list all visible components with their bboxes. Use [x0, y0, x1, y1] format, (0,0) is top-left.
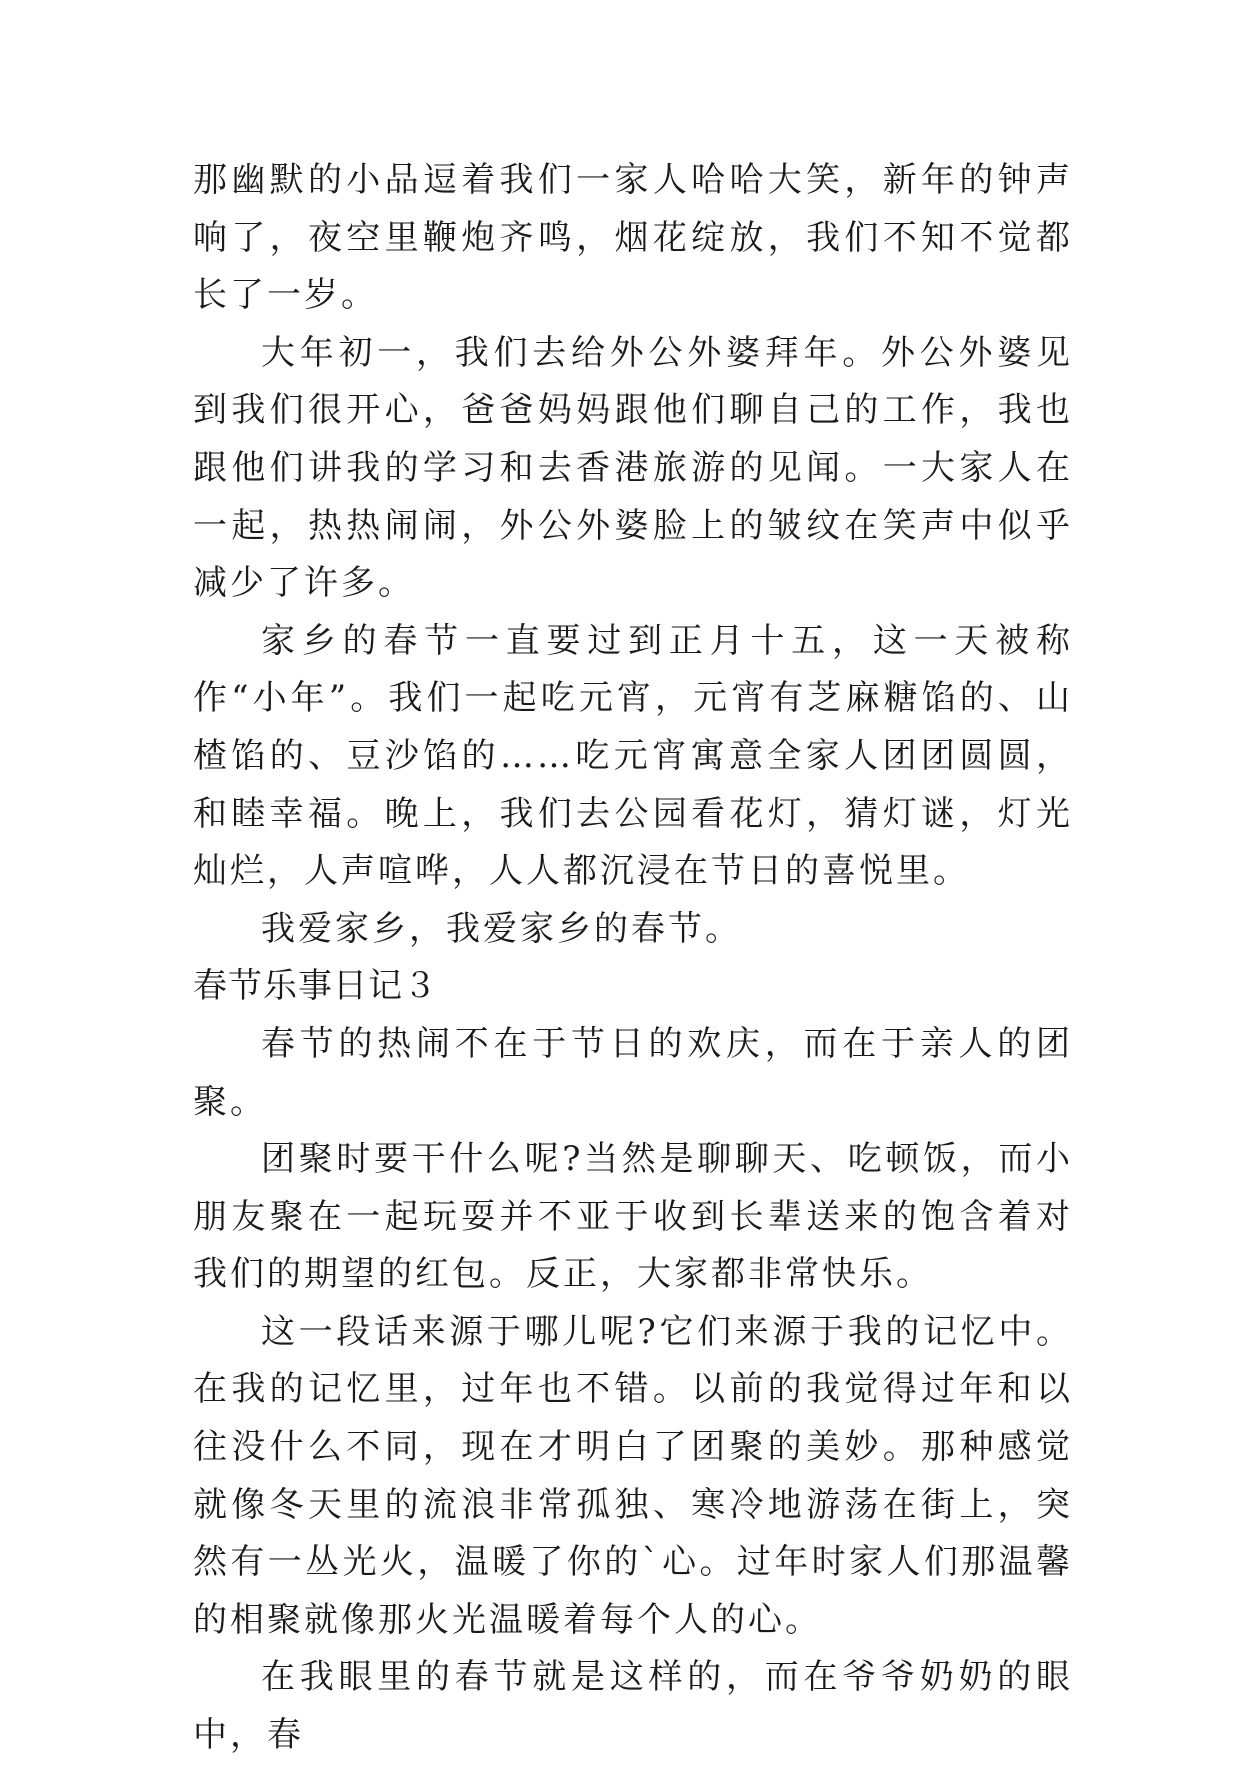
section-paragraph-reunion: 春节的热闹不在于节日的欢庆，而在于亲人的团聚。 [193, 1023, 1073, 1122]
document-body [193, 152, 1073, 1765]
paragraph-closing: 我爱家乡，我爱家乡的春节。 [261, 908, 742, 949]
section-paragraph-memory: 这一段话来源于哪儿呢?它们来源于我的记忆中。在我的记忆里，过年也不错。以前的我觉得过年和以往没什么不同，现在才明白了团聚的美妙。那种感觉就像冬天里的流浪非常孤独、寒冷地游荡在街上，突然有一丛光火，温暖了你的`心。过年时家人们那温馨的相聚就像那火光温暖着每个人的心。 [193, 1311, 1073, 1640]
paragraph-continuation: 那幽默的小品逗着我们一家人哈哈大笑，新年的钟声响了，夜空里鞭炮齐鸣，烟花绽放，我们不知不觉都长了一岁。 [193, 160, 1073, 316]
section-title: 春节乐事日记３ [193, 966, 438, 1007]
section-paragraph-gathering: 团聚时要干什么呢?当然是聊聊天、吃顿饭，而小朋友聚在一起玩耍并不亚于收到长辈送来的饱含着对我们的期望的红包。反正，大家都非常快乐。 [193, 1139, 1073, 1295]
paragraph-new-year-day: 大年初一，我们去给外公外婆拜年。外公外婆见到我们很开心，爸爸妈妈跟他们聊自己的工作，我也跟他们讲我的学习和去香港旅游的见闻。一大家人在一起，热热闹闹，外公外婆脸上的皱纹在笑声中似乎减少了许多。 [193, 332, 1073, 604]
section-paragraph-grandparents: 在我眼里的春节就是这样的，而在爷爷奶奶的眼中，春 [193, 1657, 1073, 1756]
paragraph-lantern-festival: 家乡的春节一直要过到正月十五，这一天被称作“小年”。我们一起吃元宵，元宵有芝麻糖馅的、山楂馅的、豆沙馅的……吃元宵寓意全家人团团圆圆，和睦幸福。晚上，我们去公园看花灯，猜灯谜，灯光灿烂，人声喧哗，人人都沉浸在节日的喜悦里。 [193, 620, 1073, 892]
